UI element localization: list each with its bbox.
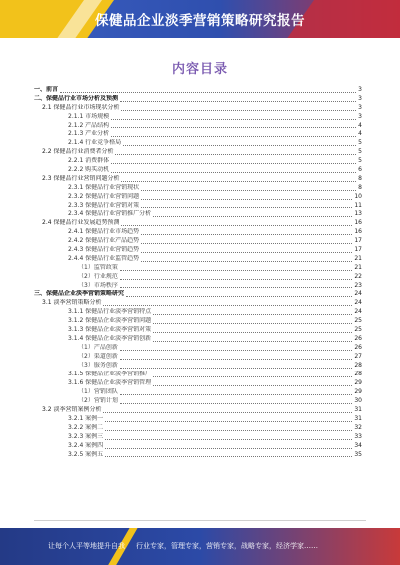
toc-entry-label: 一、前言 — [34, 86, 59, 93]
toc-entry-page: 29 — [354, 379, 362, 387]
toc-entry[interactable] — [34, 86, 362, 95]
toc-entry-page: 35 — [354, 450, 362, 458]
toc-heading: 内容目录 — [171, 62, 228, 77]
toc-entry-label: 2.3.1 保健品行业营销现状 — [68, 183, 140, 191]
toc-entry[interactable] — [34, 344, 362, 353]
toc-dot-leader — [111, 119, 356, 120]
toc-entry-page: 17 — [354, 246, 362, 254]
toc-entry-label: 2.2.1 消费群体 — [68, 157, 110, 165]
toc-entry-page: 3 — [358, 112, 362, 120]
toc-dot-leader — [111, 127, 356, 128]
toc-entry[interactable] — [34, 95, 362, 104]
toc-entry-label: 3.1.6 保健品企业淡季营销管理 — [68, 379, 152, 387]
toc-entry-page: 23 — [354, 281, 362, 289]
toc-entry-label: 2.1.3 产业分析 — [68, 130, 110, 138]
toc-dot-leader — [120, 394, 353, 395]
toc-entry-page: 29 — [354, 388, 362, 396]
toc-dot-leader — [153, 323, 352, 324]
toc-entry[interactable] — [34, 139, 362, 148]
toc-entry[interactable] — [34, 166, 362, 175]
toc-dot-leader — [153, 341, 352, 342]
toc-entry-label: 3.1.4 保健品企业淡季营销创新 — [68, 334, 152, 342]
toc-entry[interactable] — [34, 237, 362, 246]
toc-entry-page: 26 — [354, 343, 362, 351]
toc-entry-page: 30 — [354, 397, 362, 405]
toc-entry-page: 24 — [354, 299, 362, 307]
toc-entry[interactable] — [34, 148, 362, 157]
toc-entry-label: （2）行业规范 — [78, 272, 118, 280]
toc-entry-label: （1）监管政策 — [78, 263, 118, 271]
report-title: 保健品企业淡季营销策略研究报告 — [95, 13, 305, 29]
toc-dot-leader — [141, 199, 352, 200]
toc-dot-leader — [103, 412, 352, 413]
toc-entry-page: 8 — [358, 174, 362, 182]
toc-dot-leader — [103, 305, 352, 306]
toc-dot-leader — [153, 314, 352, 315]
toc-entry-label: （1）营销团队 — [78, 388, 118, 396]
toc-entry-label: 3.1 淡季营销策略分析 — [42, 299, 102, 307]
toc-dot-leader — [120, 403, 353, 404]
toc-entry-page: 17 — [354, 237, 362, 245]
toc-entry-page: 10 — [354, 192, 362, 200]
toc-entry-label: 2.2 保健品行业消费者分析 — [42, 148, 114, 156]
toc-dot-leader — [153, 332, 352, 333]
toc-dot-leader — [105, 421, 352, 422]
toc-entry-label: 3.1.1 保健品行业淡季营销特点 — [68, 308, 152, 316]
toc-entry-label: 2.1.1 市场规模 — [68, 112, 110, 120]
toc-dot-leader — [121, 225, 352, 226]
toc-dot-leader — [111, 163, 356, 164]
toc-entry[interactable] — [34, 397, 362, 406]
toc-entry[interactable] — [34, 175, 362, 184]
toc-entry-page: 34 — [354, 441, 362, 449]
toc-entry[interactable] — [34, 130, 362, 139]
toc-entry[interactable] — [34, 157, 362, 166]
toc-dot-leader — [153, 385, 352, 386]
toc-entry[interactable] — [34, 433, 362, 442]
toc-entry-page: 6 — [358, 166, 362, 173]
toc-entry-page: 3 — [358, 103, 362, 111]
toc-entry-label: 3.1.2 保健品企业淡季营销问题 — [68, 317, 152, 325]
toc-entry-label: 2.3.3 保健品行业营销对策 — [68, 201, 140, 209]
toc-entry-label: 2.2.2 购买动机 — [68, 166, 110, 173]
toc-entry-page: 13 — [354, 210, 362, 218]
toc-entry-page: 4 — [358, 130, 362, 138]
toc-entry-label: 3.2.2 案例二 — [68, 423, 104, 431]
toc-entry-label: 2.1.2 产品结构 — [68, 121, 110, 129]
toc-dot-leader — [141, 243, 352, 244]
toc-entry[interactable] — [34, 442, 362, 451]
toc-entry[interactable] — [34, 228, 362, 237]
toc-entry[interactable] — [34, 424, 362, 433]
toc-entry-page: 27 — [354, 352, 362, 360]
toc-entry-page: 11 — [354, 201, 362, 209]
toc-entry-page: 32 — [354, 423, 362, 431]
toc-dot-leader — [120, 270, 353, 271]
toc-entry-label: 2.3.2 保健品行业营销问题 — [68, 192, 140, 200]
toc-dot-leader — [60, 92, 356, 93]
footer-slogan: 让每个人平等地提升自我 — [48, 542, 125, 550]
toc-entry[interactable] — [34, 362, 362, 371]
toc-entry[interactable] — [34, 273, 362, 282]
toc-dot-leader — [120, 350, 353, 351]
toc-entry-page: 5 — [358, 157, 362, 165]
toc-entry-page: 21 — [354, 263, 362, 271]
toc-entry-label: 3.2 淡季营销案例分析 — [42, 406, 102, 414]
toc-dot-leader — [111, 136, 356, 137]
toc-dot-leader — [105, 439, 352, 440]
toc-dot-leader — [141, 207, 352, 208]
toc-entry-page: 5 — [358, 148, 362, 156]
toc-entry-label: 2.4.3 保健品行业营销趋势 — [68, 246, 140, 254]
toc-entry-page: 4 — [358, 121, 362, 129]
toc-dot-leader — [141, 261, 352, 262]
toc-dot-leader — [121, 110, 356, 111]
toc-dot-leader — [141, 252, 352, 253]
toc-entry[interactable] — [34, 113, 362, 122]
toc-entry-label: 3.2.5 案例五 — [68, 450, 104, 458]
toc-entry-label: 2.1.4 行业竞争格局 — [68, 139, 122, 147]
toc-entry-page: 22 — [354, 272, 362, 280]
toc-dot-leader — [126, 296, 352, 297]
toc-entry[interactable] — [34, 184, 362, 193]
footer-divider — [34, 520, 366, 521]
toc-dot-leader — [120, 368, 353, 369]
toc-entry-page: 16 — [354, 219, 362, 227]
footer-experts: 行业专家，管理专家，营销专家，战略专家，经济学家…… — [136, 542, 318, 550]
toc-entry-page: 5 — [358, 139, 362, 147]
toc-entry[interactable] — [34, 326, 362, 335]
toc-entry-page: 31 — [354, 406, 362, 414]
toc-entry[interactable] — [34, 104, 362, 113]
toc-entry[interactable] — [34, 246, 362, 255]
toc-dot-leader — [111, 172, 356, 173]
toc-entry-label: 3.1.5 保健品企业淡季营销推广 — [68, 370, 152, 378]
toc-dot-leader — [120, 359, 353, 360]
toc-entry[interactable] — [34, 290, 362, 299]
toc-entry-page: 26 — [354, 334, 362, 342]
toc-entry[interactable] — [34, 255, 362, 264]
toc-entry[interactable] — [34, 317, 362, 326]
toc-entry-label: 二、保健品行业市场分析及预测 — [34, 94, 119, 102]
toc-dot-leader — [141, 190, 356, 191]
toc-entry-page: 25 — [354, 326, 362, 334]
toc-entry[interactable] — [34, 353, 362, 362]
toc-entry-label: 三、保健品企业淡季营销策略研究 — [34, 290, 125, 298]
toc-dot-leader — [153, 376, 352, 377]
toc-dot-leader — [120, 279, 353, 280]
toc-entry-label: 2.4.1 保健品行业市场趋势 — [68, 228, 140, 236]
footer-banner — [0, 528, 400, 565]
toc-entry[interactable] — [34, 379, 362, 388]
toc-dot-leader — [105, 448, 352, 449]
toc-entry-page: 24 — [354, 308, 362, 316]
toc-entry-page: 3 — [358, 94, 362, 102]
toc-dot-leader — [123, 145, 356, 146]
toc-entry[interactable] — [34, 371, 362, 380]
toc-entry[interactable] — [34, 219, 362, 228]
toc-entry-label: 2.3.4 保健品行业营销推广分析 — [68, 210, 152, 218]
toc-entry-label: （3）服务创新 — [78, 361, 118, 369]
toc-entry[interactable] — [34, 193, 362, 202]
toc-entry[interactable] — [34, 308, 362, 317]
toc-entry-label: 3.2.4 案例四 — [68, 441, 104, 449]
toc-entry[interactable] — [34, 282, 362, 291]
toc-entry[interactable] — [34, 202, 362, 211]
toc-entry[interactable] — [34, 210, 362, 219]
toc-entry-label: 2.4.4 保健品行业监管趋势 — [68, 254, 140, 262]
toc-entry-page: 28 — [354, 361, 362, 369]
toc-dot-leader — [120, 287, 353, 288]
table-of-contents — [34, 86, 362, 459]
toc-entry[interactable] — [34, 335, 362, 344]
toc-entry-label: 3.2.1 案例一 — [68, 414, 104, 422]
toc-entry-label: 2.4 保健品行业发展趋势预测 — [42, 219, 120, 227]
toc-entry-page: 24 — [354, 290, 362, 298]
toc-dot-leader — [121, 181, 356, 182]
toc-entry-label: 2.4.2 保健品行业产品趋势 — [68, 237, 140, 245]
toc-entry-label: （1）产品创新 — [78, 343, 118, 351]
toc-entry[interactable] — [34, 451, 362, 460]
toc-entry-page: 3 — [358, 86, 362, 93]
toc-entry-label: 3.2.3 案例三 — [68, 432, 104, 440]
toc-entry[interactable] — [34, 122, 362, 131]
toc-dot-leader — [153, 216, 352, 217]
toc-entry[interactable] — [34, 299, 362, 308]
toc-dot-leader — [120, 101, 356, 102]
toc-entry-page: 21 — [354, 254, 362, 262]
toc-entry-page: 28 — [354, 370, 362, 378]
toc-entry-page: 33 — [354, 432, 362, 440]
toc-entry-label: （3）市场秩序 — [78, 281, 118, 289]
toc-entry[interactable] — [34, 264, 362, 273]
toc-entry-label: 2.1 保健品行业市场现状分析 — [42, 103, 120, 111]
report-header-banner — [0, 0, 400, 38]
toc-entry[interactable] — [34, 406, 362, 415]
toc-entry-page: 31 — [354, 414, 362, 422]
toc-entry-label: （2）营销计划 — [78, 397, 118, 405]
toc-entry-label: 2.3 保健品行业营销问题分析 — [42, 174, 120, 182]
toc-entry-label: 3.1.3 保健品企业淡季营销对策 — [68, 326, 152, 334]
toc-entry-label: （2）渠道创新 — [78, 352, 118, 360]
toc-dot-leader — [105, 430, 352, 431]
toc-entry[interactable] — [34, 415, 362, 424]
toc-dot-leader — [105, 456, 352, 457]
toc-dot-leader — [115, 154, 356, 155]
toc-entry-page: 25 — [354, 317, 362, 325]
toc-entry-page: 16 — [354, 228, 362, 236]
toc-entry-page: 8 — [358, 183, 362, 191]
toc-entry[interactable] — [34, 388, 362, 397]
toc-dot-leader — [141, 234, 352, 235]
